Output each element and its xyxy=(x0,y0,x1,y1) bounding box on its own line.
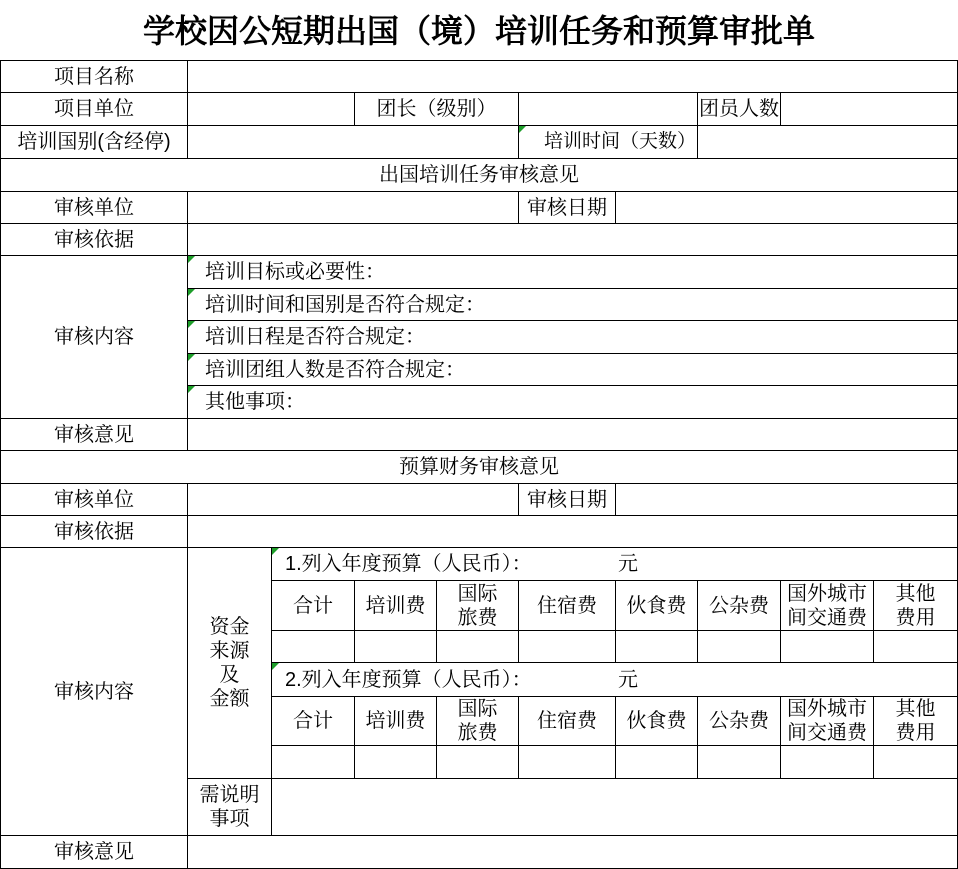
task-review-content-label: 审核内容 xyxy=(1,256,188,419)
budget-value-international-travel[interactable] xyxy=(437,631,519,663)
header-text: 培训费 xyxy=(365,594,426,617)
budget-value-intercity-transport[interactable] xyxy=(781,746,874,779)
budget-col-meals xyxy=(616,697,698,746)
header-text: 伙食费 xyxy=(626,710,687,732)
header-text: 合计 xyxy=(293,710,333,732)
notes-label-line: 事项 xyxy=(209,808,250,830)
training-countries-field[interactable] xyxy=(188,126,519,159)
budget-value-accommodation[interactable] xyxy=(519,631,616,663)
budget-value-miscellaneous[interactable] xyxy=(698,631,781,663)
header-text: 国外城市 xyxy=(787,582,867,605)
error-indicator-icon xyxy=(188,354,195,361)
header-text: 合计 xyxy=(293,594,333,617)
header-text: 国际 xyxy=(457,582,498,605)
error-indicator-icon xyxy=(188,386,195,393)
funding-source-label xyxy=(188,548,272,779)
annual-budget-label: 1.列入年度预算（人民币）： xyxy=(285,553,532,575)
budget-review-basis-label: 审核依据 xyxy=(1,516,188,548)
budget-value-accommodation[interactable] xyxy=(519,746,616,779)
budget-review-section-title: 预算财务审核意见 xyxy=(1,451,958,484)
budget-value-training-fee[interactable] xyxy=(355,631,437,663)
error-indicator-icon xyxy=(272,663,279,670)
budget-value-training-fee[interactable] xyxy=(355,746,437,779)
header-text: 间交通费 xyxy=(787,606,867,629)
budget-col-meals xyxy=(616,581,698,631)
approval-form-table xyxy=(0,60,958,869)
budget-review-content-label: 审核内容 xyxy=(1,548,188,836)
annual-budget-line-1[interactable] xyxy=(272,548,958,581)
training-duration-label xyxy=(519,126,698,159)
notes-label-line: 需说明 xyxy=(199,784,260,806)
team-leader-field[interactable] xyxy=(519,93,698,126)
task-review-unit-label: 审核单位 xyxy=(1,192,188,224)
budget-review-unit-field[interactable] xyxy=(188,484,519,516)
error-indicator-icon xyxy=(519,126,526,133)
budget-value-meals[interactable] xyxy=(616,746,698,779)
budget-value-total[interactable] xyxy=(272,631,355,663)
error-indicator-icon xyxy=(272,548,279,555)
budget-value-other[interactable] xyxy=(874,746,958,779)
header-text: 培训费 xyxy=(365,710,426,732)
budget-col-training-fee xyxy=(355,581,437,631)
budget-col-other xyxy=(874,581,958,631)
budget-value-international-travel[interactable] xyxy=(437,746,519,779)
header-text: 国外城市 xyxy=(787,698,867,720)
member-count-label: 团员人数 xyxy=(698,93,781,126)
training-duration-field[interactable] xyxy=(698,126,958,159)
team-leader-label: 团长（级别） xyxy=(355,93,519,126)
budget-value-intercity-transport[interactable] xyxy=(781,631,874,663)
form-title: 学校因公短期出国（境）培训任务和预算审批单 xyxy=(142,13,815,49)
task-review-date-label: 审核日期 xyxy=(519,192,616,224)
task-review-section-title: 出国培训任务审核意见 xyxy=(1,159,958,192)
funding-source-line: 金额 xyxy=(209,688,250,710)
annual-budget-label: 2.列入年度预算（人民币）： xyxy=(285,668,532,691)
funding-source-line: 资金 xyxy=(209,616,250,638)
header-text: 公杂费 xyxy=(709,594,769,617)
header-text: 旅费 xyxy=(457,606,498,629)
task-review-unit-field[interactable] xyxy=(188,192,519,224)
header-text: 国际 xyxy=(457,698,498,720)
review-item-text: 培训团组人数是否符合规定： xyxy=(205,358,465,381)
budget-review-date-field[interactable] xyxy=(616,484,958,516)
task-review-date-field[interactable] xyxy=(616,192,958,224)
budget-value-miscellaneous[interactable] xyxy=(698,746,781,779)
header-text: 公杂费 xyxy=(709,710,769,732)
member-count-field[interactable] xyxy=(781,93,958,126)
budget-col-accommodation xyxy=(519,581,616,631)
header-text: 伙食费 xyxy=(626,594,687,617)
budget-col-total xyxy=(272,697,355,746)
task-review-opinion-field[interactable] xyxy=(188,419,958,451)
project-name-label: 项目名称 xyxy=(1,61,188,93)
training-duration-text: 培训时间（天数） xyxy=(543,131,696,152)
project-unit-field[interactable] xyxy=(188,93,355,126)
task-review-opinion-label: 审核意见 xyxy=(1,419,188,451)
header-text: 费用 xyxy=(895,722,936,744)
budget-col-international-travel xyxy=(437,697,519,746)
budget-review-opinion-label: 审核意见 xyxy=(1,836,188,869)
header-text: 旅费 xyxy=(457,722,498,744)
notes-field[interactable] xyxy=(272,779,958,836)
review-item-text: 培训日程是否符合规定： xyxy=(205,326,425,348)
notes-label xyxy=(188,779,272,836)
budget-review-basis-field[interactable] xyxy=(188,516,958,548)
review-item-other[interactable] xyxy=(188,386,958,419)
funding-source-line: 来源 xyxy=(209,640,250,662)
header-text: 住宿费 xyxy=(537,710,597,732)
budget-col-training-fee xyxy=(355,697,437,746)
header-text: 间交通费 xyxy=(787,722,867,744)
funding-source-line: 及 xyxy=(219,664,240,686)
review-item-text: 其他事项： xyxy=(205,391,305,413)
review-item-training-goal[interactable] xyxy=(188,256,958,289)
budget-col-intercity-transport xyxy=(781,581,874,631)
error-indicator-icon xyxy=(188,256,195,263)
budget-review-opinion-field[interactable] xyxy=(188,836,958,869)
review-item-text: 培训时间和国别是否符合规定： xyxy=(205,293,485,316)
header-text: 其他 xyxy=(895,582,936,605)
budget-value-total[interactable] xyxy=(272,746,355,779)
currency-unit: 元 xyxy=(618,668,638,691)
budget-col-international-travel xyxy=(437,581,519,631)
budget-col-miscellaneous xyxy=(698,697,781,746)
budget-col-miscellaneous xyxy=(698,581,781,631)
budget-value-meals[interactable] xyxy=(616,631,698,663)
budget-col-accommodation xyxy=(519,697,616,746)
budget-review-unit-label: 审核单位 xyxy=(1,484,188,516)
training-countries-label: 培训国别(含经停) xyxy=(1,126,188,159)
budget-col-other xyxy=(874,697,958,746)
error-indicator-icon xyxy=(188,289,195,296)
project-name-field[interactable] xyxy=(188,61,958,93)
review-item-team-size[interactable] xyxy=(188,354,958,386)
header-text: 费用 xyxy=(895,606,936,629)
task-review-basis-field[interactable] xyxy=(188,224,958,256)
budget-value-other[interactable] xyxy=(874,631,958,663)
header-text: 其他 xyxy=(895,698,936,720)
review-item-time-country[interactable] xyxy=(188,289,958,321)
annual-budget-line-2[interactable] xyxy=(272,663,958,697)
budget-col-intercity-transport xyxy=(781,697,874,746)
task-review-basis-label: 审核依据 xyxy=(1,224,188,256)
review-item-text: 培训目标或必要性： xyxy=(205,261,385,283)
review-item-schedule[interactable] xyxy=(188,321,958,354)
header-text: 住宿费 xyxy=(537,594,597,617)
currency-unit: 元 xyxy=(618,553,638,575)
project-unit-label: 项目单位 xyxy=(1,93,188,126)
budget-review-date-label: 审核日期 xyxy=(519,484,616,516)
budget-col-total xyxy=(272,581,355,631)
error-indicator-icon xyxy=(188,321,195,328)
